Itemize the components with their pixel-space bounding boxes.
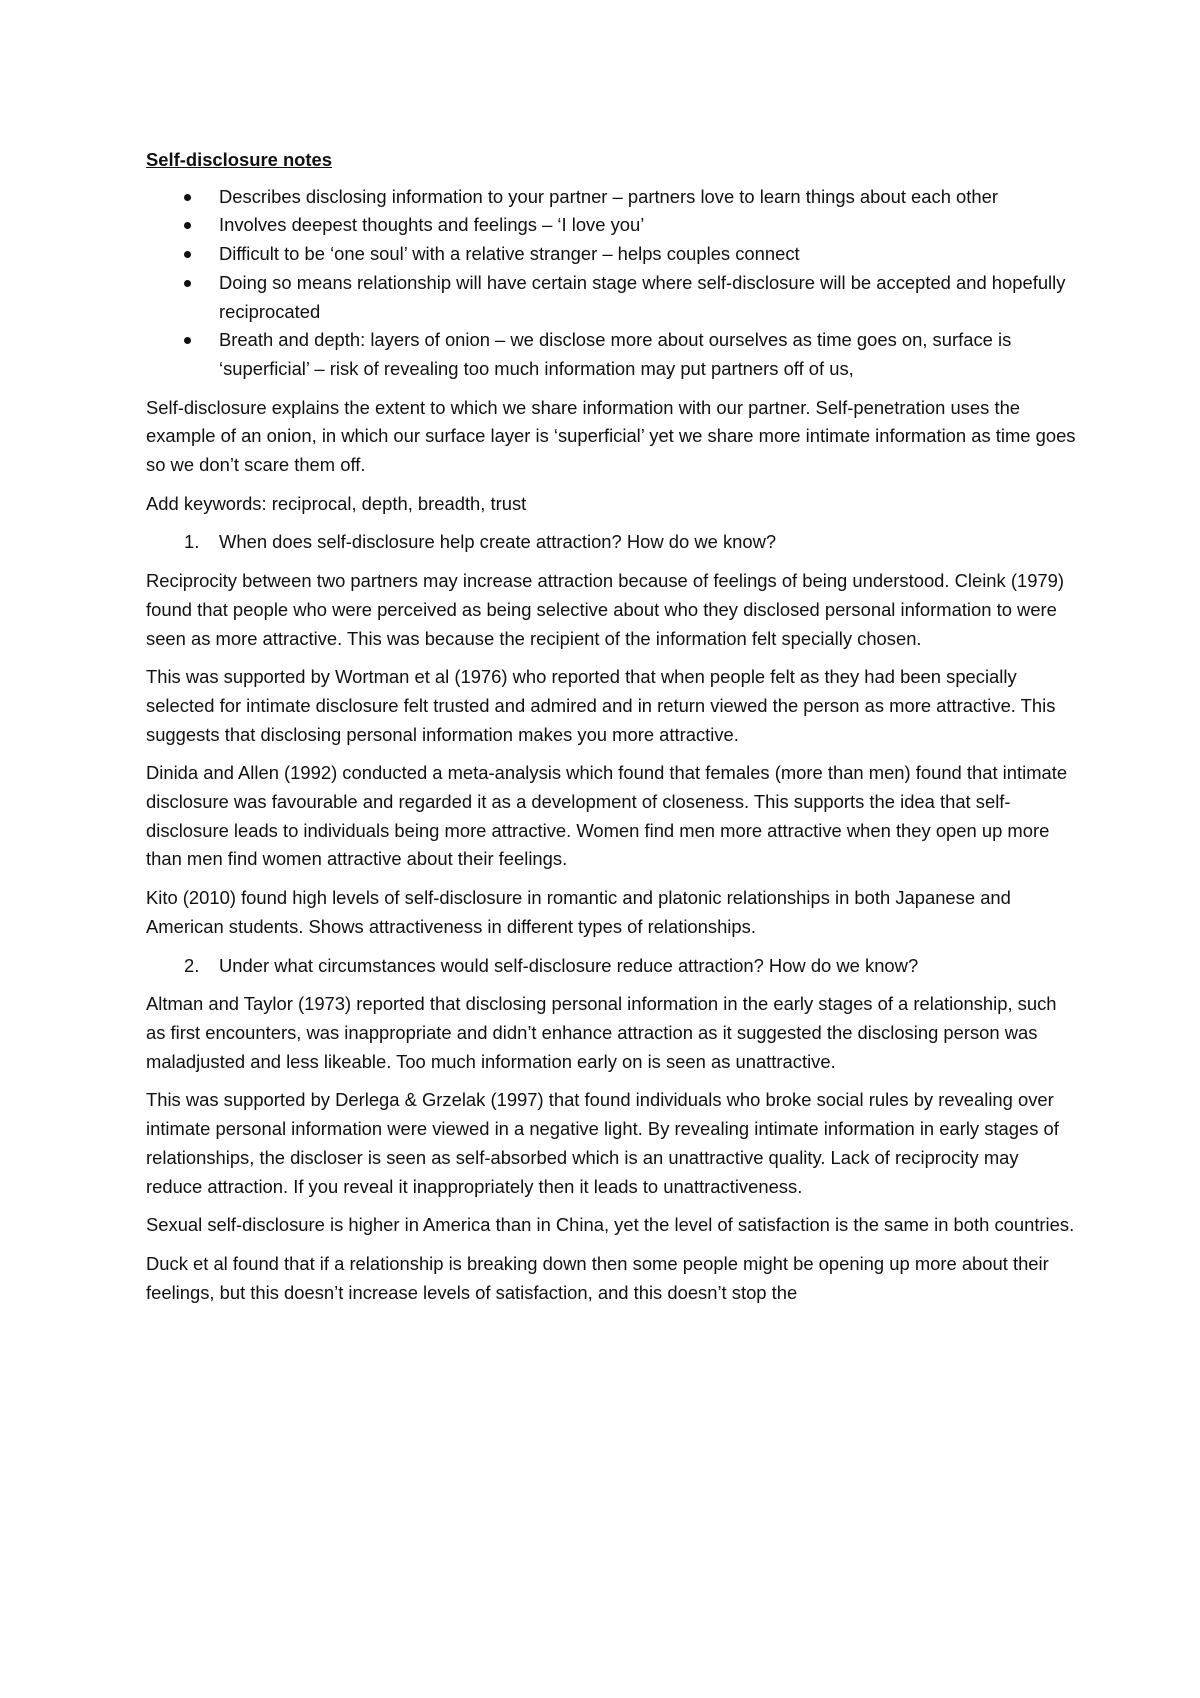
question-text: When does self-disclosure help create attraction? How do we know? <box>219 531 777 553</box>
page-title: Self-disclosure notes <box>146 149 332 170</box>
bullet-icon <box>184 337 191 344</box>
bullet-icon <box>184 280 191 287</box>
bullet-icon <box>184 251 191 258</box>
bullet-item: Involves deepest thoughts and feelings – ‘I love you’ <box>146 211 1076 240</box>
bullet-item: Describes disclosing information to your partner – partners love to learn things about each other <box>146 183 1076 212</box>
question-number: 1. <box>184 531 200 553</box>
document-body <box>146 146 1076 1317</box>
bullet-icon <box>184 222 191 229</box>
paragraph: Sexual self-disclosure is higher in America than in China, yet the level of satisfaction is the same in both countries. <box>146 1214 1075 1236</box>
question-2 <box>146 952 1076 981</box>
paragraph: Altman and Taylor (1973) reported that disclosing personal information in the early stages of a relationship, such as first encounters, was inappropriate and didn’t enhance attraction as it suggested the disclosing person was maladjusted and less likeable. Too much information early on is seen as unattractive. <box>146 993 1057 1072</box>
bullet-icon <box>184 194 191 201</box>
question-text: Under what circumstances would self-disclosure reduce attraction? How do we know? <box>219 954 919 976</box>
bullet-item: Breath and depth: layers of onion – we disclose more about ourselves as time goes on, surface is ‘superficial’ – risk of revealing too much information may put partners off of us, <box>146 326 1076 383</box>
question-number: 2. <box>184 954 200 976</box>
paragraph: This was supported by Wortman et al (1976) who reported that when people felt as they had been specially selected for intimate disclosure felt trusted and admired and in return viewed the person as more attractive. This suggests that disclosing personal information makes you more attractive. <box>146 666 1056 745</box>
paragraph: Duck et al found that if a relationship is breaking down then some people might be opening up more about their feelings, but this doesn’t increase levels of satisfaction, and this doesn’t stop the <box>146 1252 1049 1303</box>
bullet-list <box>146 183 1076 384</box>
bullet-item: Doing so means relationship will have certain stage where self-disclosure will be accepted and hopefully reciprocated <box>146 269 1076 326</box>
question-1 <box>146 528 1076 557</box>
paragraph: This was supported by Derlega & Grzelak (1997) that found individuals who broke social rules by revealing over intimate personal information were viewed in a negative light. By revealing intimate information in early stages of relationships, the discloser is seen as self-absorbed which is an unattractive quality. Lack of reciprocity may reduce attraction. If you reveal it inappropriately then it leads to unattractiveness. <box>146 1089 1059 1197</box>
paragraph-keywords: Add keywords: reciprocal, depth, breadth, trust <box>146 492 527 514</box>
paragraph: Dinida and Allen (1992) conducted a meta-analysis which found that females (more than men) found that intimate disclosure was favourable and regarded it as a development of closeness. This supports the idea that self-disclosure leads to individuals being more attractive. Women find men more attractive when they open up more than men find women attractive about their feelings. <box>146 762 1068 870</box>
bullet-item: Difficult to be ‘one soul’ with a relative stranger – helps couples connect <box>146 240 1076 269</box>
paragraph: Reciprocity between two partners may increase attraction because of feelings of being understood. Cleink (1979) found that people who were perceived as being selective about who they disclosed personal information to were seen as more attractive. This was because the recipient of the information felt specially chosen. <box>146 570 1064 649</box>
paragraph-intro: Self-disclosure explains the extent to which we share information with our partner. Self-penetration uses the example of an onion, in which our surface layer is ‘superficial’ yet we share more intimate information as time goes so we don’t scare them off. <box>146 396 1076 476</box>
paragraph: Kito (2010) found high levels of self-disclosure in romantic and platonic relationships in both Japanese and American students. Shows attractiveness in different types of relationships. <box>146 887 1011 937</box>
